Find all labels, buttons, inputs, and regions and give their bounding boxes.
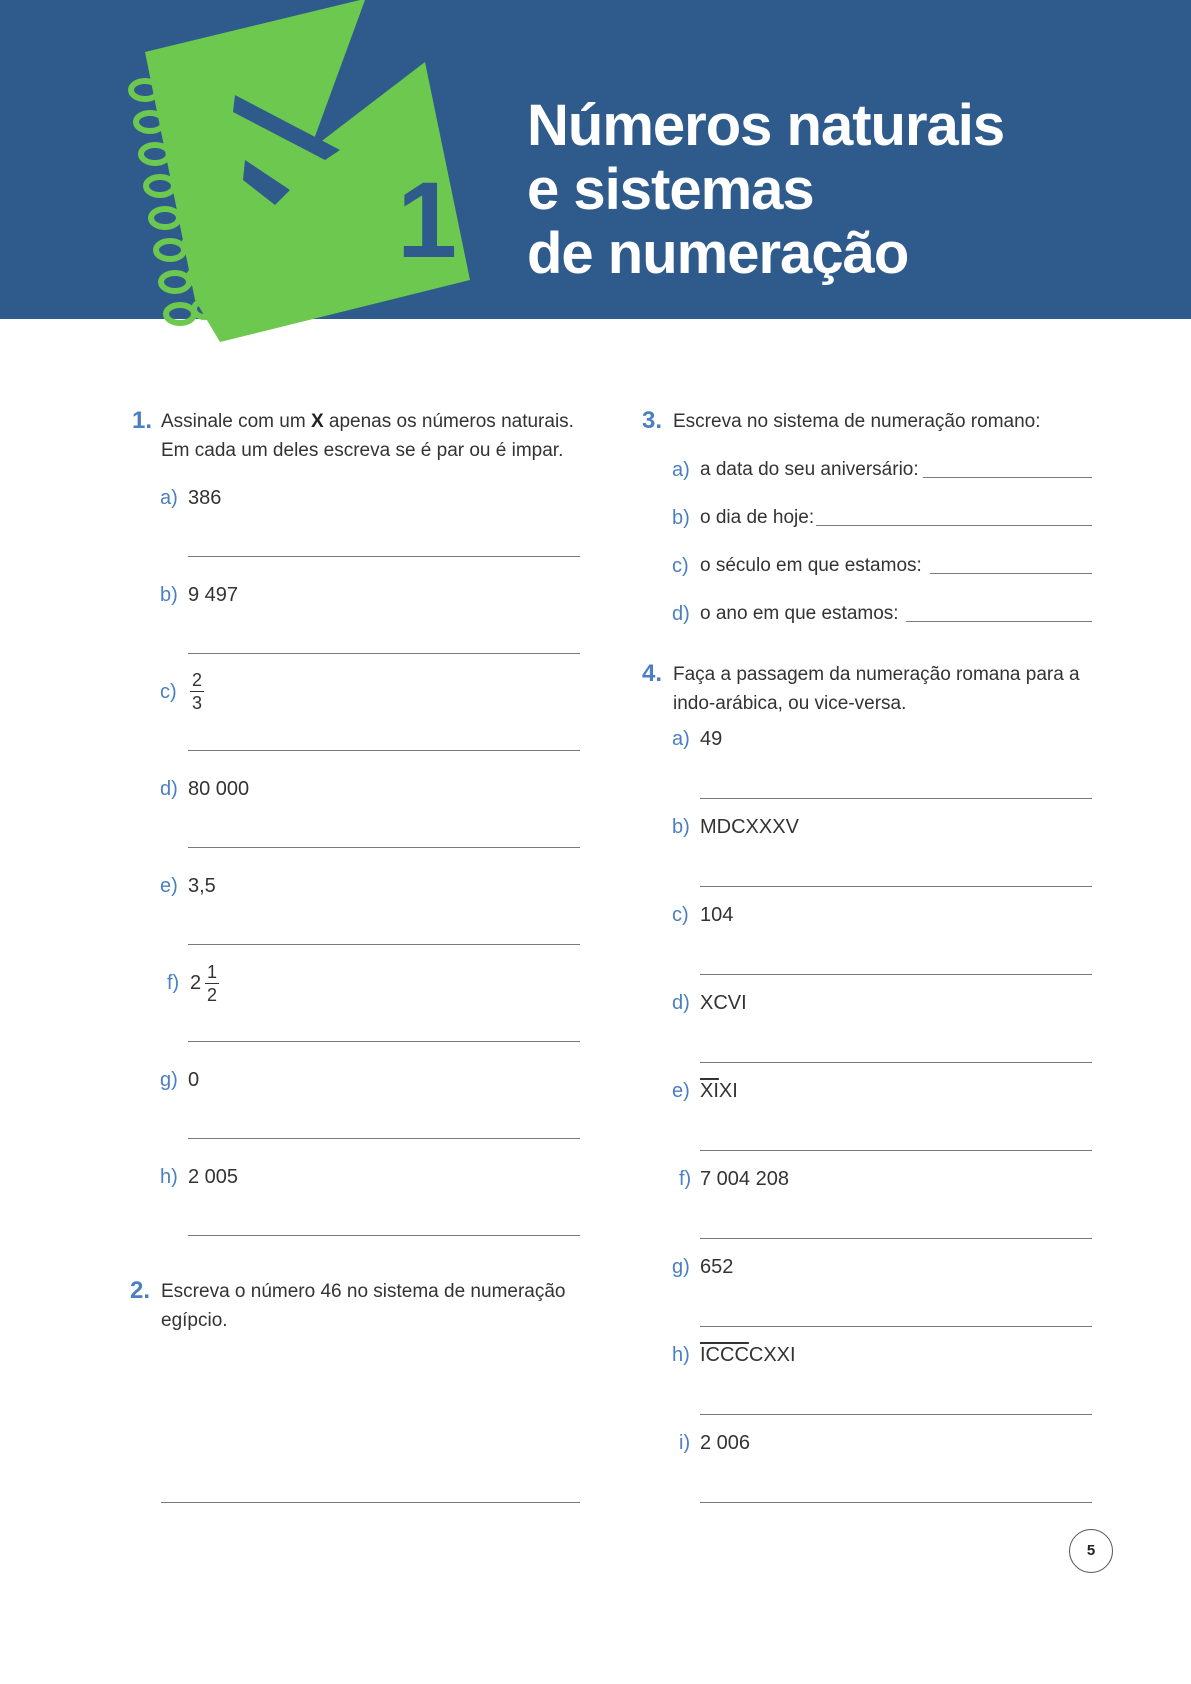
chapter-title-line: Números naturais	[527, 93, 1005, 158]
item-value: 386	[188, 487, 222, 509]
question-number: 4.	[642, 660, 663, 687]
item-value: o ano em que estamos:	[700, 603, 899, 624]
answer-line[interactable]	[700, 886, 1092, 887]
fraction-numerator: 2	[192, 670, 203, 690]
item-value: 2 006	[700, 1432, 751, 1454]
question-text-part: egípcio.	[161, 1310, 228, 1331]
answer-line[interactable]	[700, 1150, 1092, 1151]
answer-line[interactable]	[700, 1326, 1092, 1327]
item-letter: d)	[672, 992, 690, 1014]
answer-line[interactable]	[700, 1238, 1092, 1239]
item-value: 80 000	[188, 778, 250, 800]
fraction	[205, 962, 219, 1005]
mixed-number-whole: 2	[190, 972, 202, 994]
question-text-part: indo-arábica, ou vice-versa.	[673, 693, 907, 714]
roman-numeral	[700, 1079, 738, 1103]
chapter-number: 1	[396, 159, 458, 280]
question-number: 1.	[132, 407, 153, 434]
answer-line[interactable]	[700, 1062, 1092, 1063]
answer-line[interactable]	[188, 847, 580, 848]
roman-rest-part: XI	[718, 1080, 738, 1102]
item-letter: b)	[160, 584, 178, 606]
question-text	[161, 1277, 601, 1335]
item-value: 652	[700, 1256, 734, 1278]
item-value: o século em que estamos:	[700, 555, 922, 576]
answer-line[interactable]	[700, 1502, 1092, 1503]
chapter-header	[0, 0, 1191, 319]
item-value: 104	[700, 904, 734, 926]
roman-rest-part: CXXI	[748, 1344, 796, 1366]
item-letter: i)	[679, 1432, 691, 1454]
item-value: 0	[188, 1069, 200, 1091]
chapter-title	[527, 94, 1147, 286]
item-letter: g)	[160, 1069, 178, 1091]
item-value: 49	[700, 728, 723, 750]
question-number: 2.	[130, 1277, 151, 1304]
item-letter: d)	[160, 778, 178, 800]
question-text-part: Escreva o número 46 no sistema de numeração	[161, 1281, 566, 1302]
item-letter: c)	[672, 555, 689, 577]
item-value: XCVI	[700, 992, 747, 1014]
question-text-part: apenas os números naturais.	[323, 411, 574, 432]
item-letter: e)	[160, 875, 178, 897]
item-letter: c)	[672, 904, 689, 926]
chapter-title-line: e sistemas	[527, 157, 814, 222]
item-letter: f)	[167, 972, 180, 994]
item-letter: a)	[672, 728, 690, 750]
answer-line[interactable]	[816, 525, 1092, 526]
item-letter: g)	[672, 1256, 690, 1278]
question-text-part: Faça a passagem da numeração romana para a	[673, 664, 1080, 685]
item-letter: h)	[160, 1166, 178, 1188]
fraction	[190, 670, 204, 713]
question-text: Escreva no sistema de numeração romano:	[673, 411, 1041, 432]
page-number: 5	[1069, 1529, 1113, 1573]
item-value: 2 005	[188, 1166, 239, 1188]
item-letter: a)	[672, 459, 690, 481]
question-text	[161, 407, 601, 465]
item-value: o dia de hoje:	[700, 507, 815, 528]
item-value: MDCXXXV	[700, 816, 799, 838]
item-letter: d)	[672, 603, 690, 625]
question-text-part: Assinale com um	[161, 411, 311, 432]
item-value: 3,5	[188, 875, 216, 897]
answer-line[interactable]	[188, 653, 580, 654]
question-text-bold: X	[310, 411, 324, 432]
chapter-title-line: de numeração	[527, 221, 909, 286]
item-value: 9 497	[188, 584, 239, 606]
fraction-numerator: 1	[207, 962, 218, 982]
fraction-denominator: 2	[207, 985, 218, 1005]
question-text	[673, 660, 1113, 718]
roman-numeral	[700, 1343, 796, 1367]
question-number: 3.	[642, 407, 663, 434]
answer-line[interactable]	[188, 750, 580, 751]
answer-line[interactable]	[906, 621, 1092, 622]
fraction-denominator: 3	[192, 693, 203, 713]
answer-line[interactable]	[188, 944, 580, 945]
roman-overline-part: ICCC	[700, 1344, 749, 1366]
item-value: 7 004 208	[700, 1168, 789, 1190]
answer-line[interactable]	[188, 1138, 580, 1139]
item-letter: b)	[672, 816, 690, 838]
answer-line[interactable]	[700, 798, 1092, 799]
item-letter: e)	[672, 1080, 690, 1102]
roman-overline-part: $\overline{XI}$	[700, 1080, 719, 1102]
answer-line[interactable]	[930, 573, 1092, 574]
question-text-part: Em cada um deles escreva se é par ou é impar.	[161, 440, 564, 461]
item-letter: b)	[672, 507, 690, 529]
answer-line[interactable]	[700, 974, 1092, 975]
item-letter: a)	[160, 487, 178, 509]
item-letter: h)	[672, 1344, 690, 1366]
answer-line[interactable]	[161, 1502, 580, 1503]
answer-line[interactable]	[188, 556, 580, 557]
answer-line[interactable]	[700, 1414, 1092, 1415]
answer-line[interactable]	[923, 477, 1092, 478]
item-letter: c)	[160, 681, 177, 703]
item-value: a data do seu aniversário:	[700, 459, 919, 480]
answer-line[interactable]	[188, 1041, 580, 1042]
answer-line[interactable]	[188, 1235, 580, 1236]
item-letter: f)	[679, 1168, 692, 1190]
